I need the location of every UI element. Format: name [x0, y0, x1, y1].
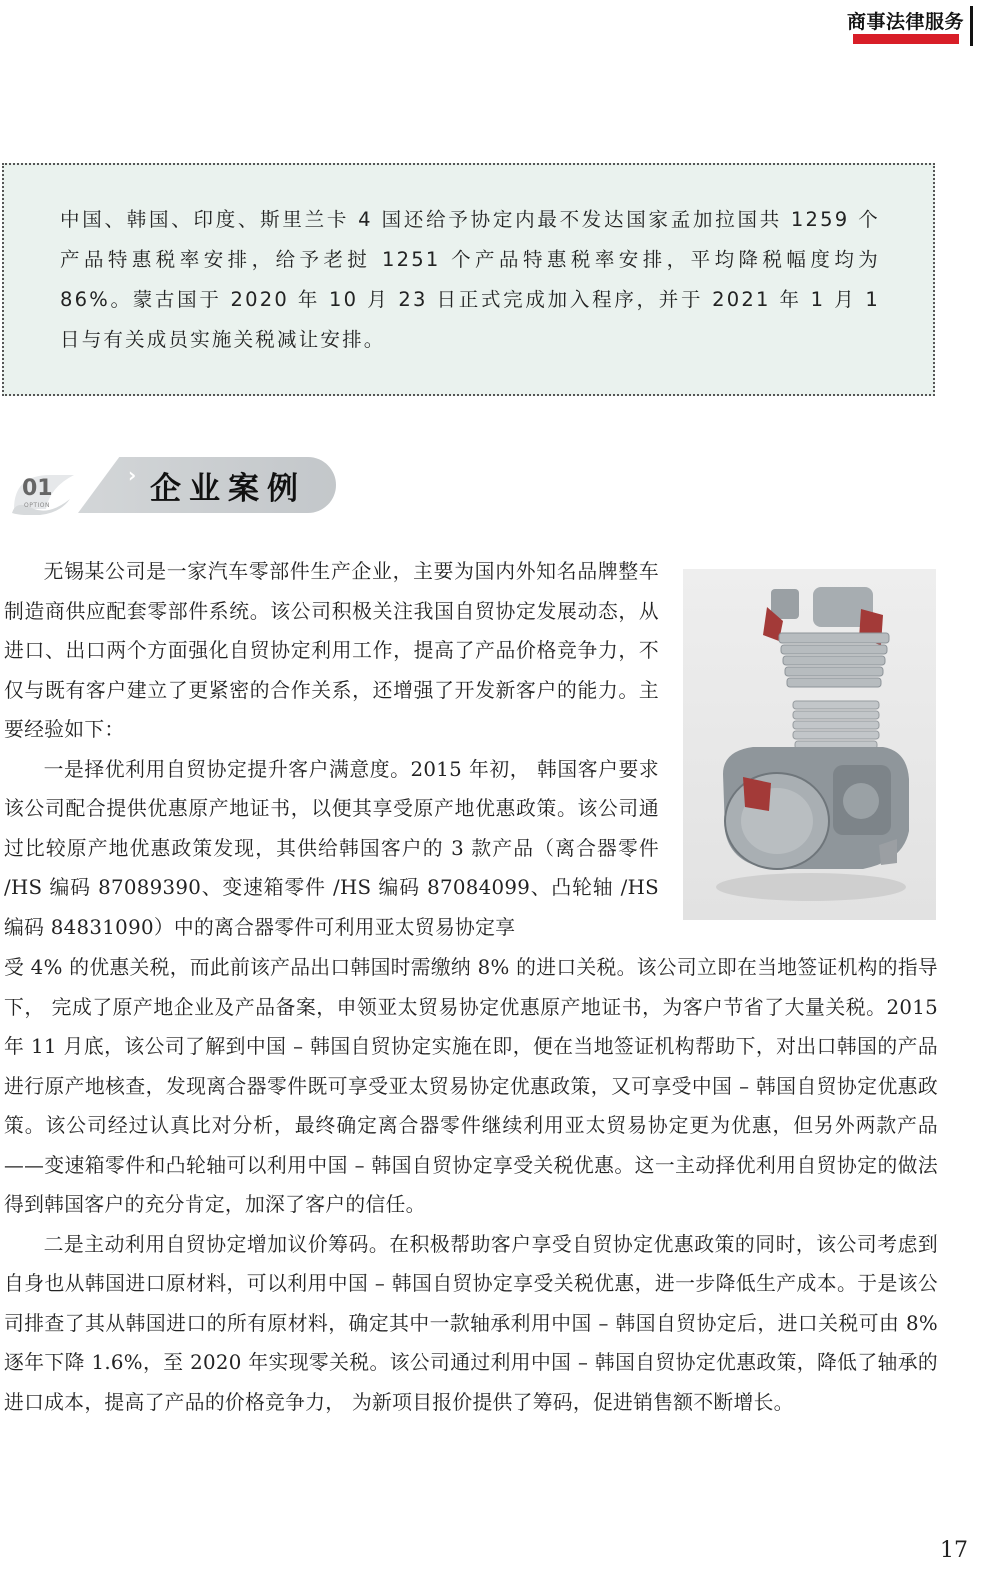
article-paragraph-2b: 受 4% 的优惠关税，而此前该产品出口韩国时需缴纳 8% 的进口关税。该公司立即在当地签证机构的指导下， 完成了原产地企业及产品备案，申领亚太贸易协定优惠原产地证书，为客户节省了大量关税。2015 年 11 月底，该公司了解到中国 – 韩国自贸协定实施在即，便在当地签证机构帮助下，对出口韩国的产品进行原产地核查，发现离合器零件既可享受亚太贸易协定优惠政策，又可享受中国 – 韩国自贸协定优惠政策。该公司经过认真比对分析，最终确定离合器零件继续利用亚太贸易协定更为优惠，但另外两款产品——变速箱零件和凸轮轴可以利用中国 – 韩国自贸协定享受关税优惠。这一主动择优利用自贸协定的做法得到韩国客户的充分肯定，加深了客户的信任。 [4, 956, 938, 1216]
page-number: 17 [940, 1538, 968, 1563]
section-title: 企业案例 [150, 471, 306, 507]
section-number: 01 [22, 476, 53, 501]
engine-photo [683, 569, 936, 920]
note-text: 中国、韩国、印度、斯里兰卡 4 国还给予协定内最不发达国家孟加拉国共 1259 个产品特惠税率安排，给予老挝 1251 个产品特惠税率安排，平均降税幅度均为 86%。蒙古国于 2020 年 10 月 23 日正式完成加入程序，并于 2021 年 1 月 1 日与有关成员实施关税减让安排。 [60, 208, 880, 351]
article-column-full [4, 948, 938, 1422]
article-column-narrow [4, 552, 659, 947]
article-paragraph-3: 二是主动利用自贸协定增加议价筹码。在积极帮助客户享受自贸协定优惠政策的同时，该公司考虑到自身也从韩国进口原材料，可以利用中国 – 韩国自贸协定享受关税优惠，进一步降低生产成本。于是该公司排查了其从韩国进口的所有原材料，确定其中一款轴承利用中国 – 韩国自贸协定后，进口关税可由 8% 逐年下降 1.6%，至 2020 年实现零关税。该公司通过利用中国 – 韩国自贸协定优惠政策，降低了轴承的进口成本，提高了产品的价格竞争力， 为新项目报价提供了筹码，促进销售额不断增长。 [4, 1232, 938, 1414]
section-option-label: OPTION [24, 502, 50, 509]
header-red-bar [853, 34, 959, 44]
article-paragraph-1: 无锡某公司是一家汽车零部件生产企业，主要为国内外知名品牌整车制造商供应配套零部件系统。该公司积极关注我国自贸协定发展动态，从进口、出口两个方面强化自贸协定利用工作，提高了产品价格竞争力，不仅与既有客户建立了更紧密的合作关系，还增强了开发新客户的能力。主要经验如下： [4, 560, 659, 741]
section-heading [10, 455, 340, 525]
article-paragraph-2a: 一是择优利用自贸协定提升客户满意度。2015 年初， 韩国客户要求该公司配合提供优惠原产地证书，以便其享受原产地优惠政策。该公司通过比较原产地优惠政策发现，其供给韩国客户的 3 款产品（离合器零件 /HS 编码 87089390、变速箱零件 /HS 编码 87084099、凸轮轴 /HS 编码 84831090）中的离合器零件可利用亚太贸易协定享 [4, 757, 659, 939]
running-header-title: 商事法律服务 [846, 11, 964, 33]
engine-illustration [683, 569, 936, 920]
chevron-right-icon: › [128, 463, 137, 487]
header-vertical-rule [970, 6, 973, 46]
